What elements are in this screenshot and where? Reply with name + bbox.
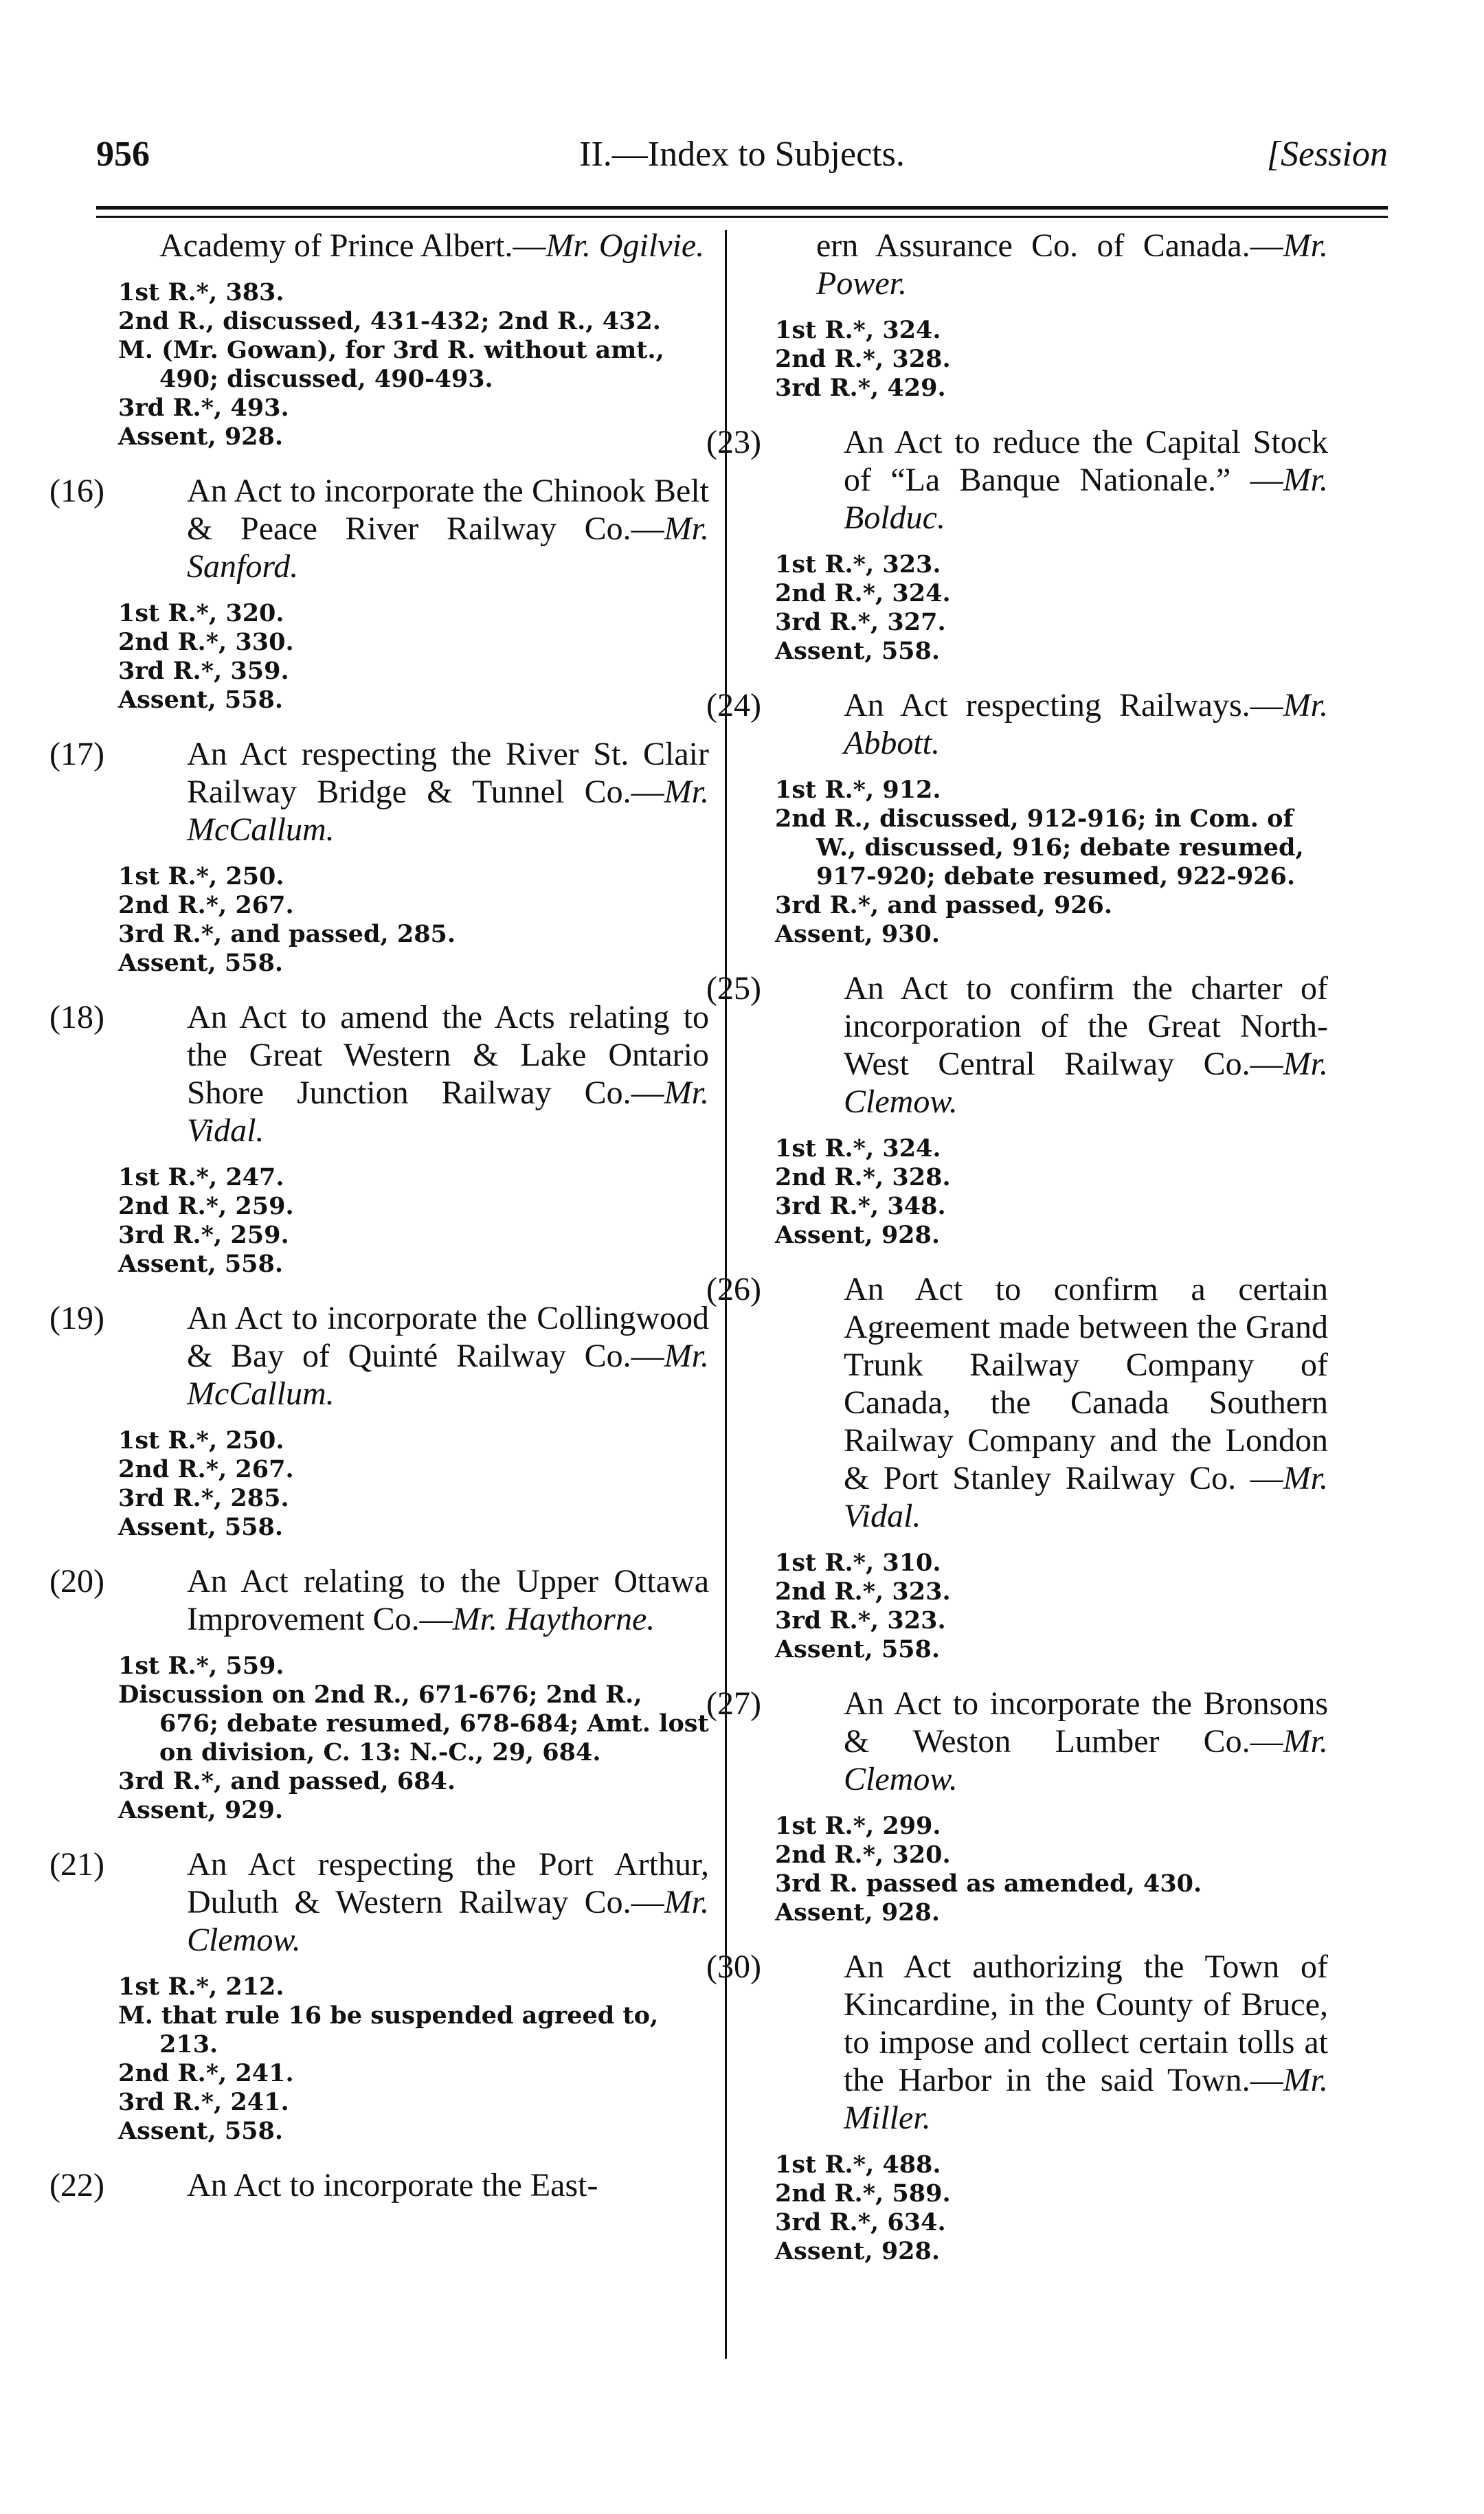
reading-entry: 2nd R., discussed, 912-916; in Com. of W., discussed, 916; debate resumed, 917-920; debate resumed, 922-926. <box>775 805 1304 890</box>
act-title-text: An Act to incorporate the Chinook Belt & Peace River Railway Co.— <box>187 473 709 547</box>
act-title <box>49 2166 709 2204</box>
reading-entry: Assent, 558. <box>118 2117 284 2145</box>
reading-entry: 2nd R.*, 267. <box>118 1455 294 1483</box>
reading-entry: 3rd R. passed as amended, 430. <box>775 1870 1202 1898</box>
page-header <box>96 134 1388 189</box>
reading-entry: 1st R.*, 324. <box>775 316 941 344</box>
reading-entry: 2nd R.*, 267. <box>118 891 294 919</box>
reading-entry: Assent, 558. <box>118 686 284 714</box>
reading-entry: 3rd R.*, and passed, 684. <box>118 1767 456 1795</box>
act-title-text: An Act respecting the Port Arthur, Duluth & Western Railway Co.— <box>187 1846 709 1920</box>
reading-entry: 3rd R.*, 634. <box>775 2208 946 2236</box>
reading-entry: Assent, 558. <box>118 949 284 977</box>
reading-entry: 3rd R.*, 241. <box>118 2088 289 2116</box>
reading-entry: 1st R.*, 320. <box>118 599 284 627</box>
bill-number: (26) <box>706 1271 761 1307</box>
bill-number: (16) <box>49 473 104 509</box>
act-title <box>118 227 709 265</box>
left-column <box>49 227 709 2218</box>
act-title-text: An Act to amend the Acts relating to the Great Western & Lake Ontario Shore Junction Railway Co.— <box>187 999 709 1111</box>
sponsor-name: Mr. Clemow. <box>844 1723 1328 1797</box>
right-column <box>706 227 1328 2287</box>
act-title <box>706 423 1328 537</box>
sponsor-name: Mr. Haythorne. <box>452 1601 655 1637</box>
act-title <box>49 998 709 1149</box>
reading-entries <box>118 1163 709 1279</box>
reading-entries <box>775 550 1328 666</box>
bill-number: (25) <box>706 970 761 1007</box>
bill-number: (18) <box>49 999 104 1035</box>
reading-entries <box>775 2151 1328 2266</box>
reading-entry: 3rd R.*, 429. <box>775 374 946 402</box>
sponsor-name: Mr. Clemow. <box>844 1046 1328 1120</box>
reading-entry: 1st R.*, 299. <box>775 1812 941 1840</box>
act-title <box>49 1299 709 1413</box>
reading-entry: 3rd R.*, 359. <box>118 657 289 685</box>
act-title <box>49 735 709 849</box>
reading-entry: 1st R.*, 324. <box>775 1134 941 1163</box>
reading-entry: M. that rule 16 be suspended agreed to, 213. <box>118 2001 659 2058</box>
act-title-text: An Act to incorporate the Bronsons & Weston Lumber Co.— <box>844 1685 1328 1760</box>
act-title <box>706 1685 1328 1798</box>
reading-entry: 3rd R.*, 348. <box>775 1192 946 1220</box>
reading-entry: 1st R.*, 212. <box>118 1973 284 2001</box>
bill-number: (21) <box>49 1846 104 1883</box>
act-title-text: An Act to confirm the charter of incorporation of the Great North-West Central Railway Co.— <box>844 970 1328 1082</box>
reading-entry: 1st R.*, 247. <box>118 1163 284 1191</box>
act-title-text: An Act authorizing the Town of Kincardine, in the County of Bruce, to impose and collect certain tolls at the Harbor in the said Town.— <box>844 1949 1328 2098</box>
reading-entry: 2nd R.*, 320. <box>775 1841 951 1869</box>
sponsor-name: Mr. Sanford. <box>187 510 709 585</box>
reading-entry: 3rd R.*, 327. <box>775 608 946 636</box>
act-title <box>706 686 1328 762</box>
reading-entry: 2nd R.*, 328. <box>775 345 951 373</box>
reading-entry: Assent, 558. <box>118 1250 284 1278</box>
reading-entry: 2nd R.*, 259. <box>118 1192 294 1220</box>
reading-entry: 3rd R.*, 493. <box>118 394 289 422</box>
reading-entries <box>118 599 709 715</box>
reading-entry: 1st R.*, 250. <box>118 862 284 890</box>
act-title-text: Academy of Prince Albert.— <box>159 227 546 264</box>
sponsor-name: Mr. McCallum. <box>187 774 709 848</box>
reading-entry: 1st R.*, 488. <box>775 2151 941 2179</box>
reading-entries <box>775 1812 1328 1927</box>
reading-entry: Discussion on 2nd R., 671-676; 2nd R., 676; debate resumed, 678-684; Amt. lost on division, C. 13: N.-C., 29, 684. <box>118 1681 709 1766</box>
header-rule-thin <box>96 216 1388 218</box>
sponsor-name: Mr. McCallum. <box>187 1338 709 1412</box>
act-title <box>49 1845 709 1959</box>
act-title-text: An Act to reduce the Capital Stock of “La Banque Nationale.” — <box>844 424 1328 498</box>
sponsor-name: Mr. Miller. <box>844 2062 1328 2136</box>
act-title <box>706 969 1328 1121</box>
page-number: 956 <box>96 135 150 174</box>
act-title-text: An Act relating to the Upper Ottawa Improvement Co.— <box>187 1563 709 1637</box>
reading-entry: 2nd R.*, 589. <box>775 2179 951 2208</box>
bill-number: (20) <box>49 1563 104 1600</box>
reading-entries <box>118 278 709 451</box>
act-title <box>49 1562 709 1638</box>
reading-entry: 1st R.*, 250. <box>118 1426 284 1455</box>
act-title-text: ern Assurance Co. of Canada.— <box>816 227 1283 264</box>
reading-entries <box>118 1652 709 1825</box>
reading-entry: Assent, 928. <box>775 1221 941 1249</box>
bill-number: (19) <box>49 1300 104 1336</box>
bill-number: (27) <box>706 1685 761 1722</box>
act-title <box>49 472 709 585</box>
header-rule-thick <box>96 206 1388 210</box>
act-title <box>706 1270 1328 1535</box>
reading-entry: Assent, 929. <box>118 1796 284 1824</box>
reading-entry: 2nd R.*, 324. <box>775 579 951 607</box>
reading-entry: 3rd R.*, 323. <box>775 1606 946 1635</box>
sponsor-name: Mr. Bolduc. <box>844 462 1328 536</box>
reading-entry: Assent, 928. <box>775 1898 941 1927</box>
reading-entry: 3rd R.*, and passed, 926. <box>775 891 1113 919</box>
sponsor-name: Mr. Vidal. <box>844 1460 1328 1534</box>
reading-entry: 2nd R.*, 241. <box>118 2059 294 2087</box>
reading-entries <box>775 776 1328 949</box>
reading-entry: Assent, 558. <box>118 1513 284 1541</box>
reading-entry: 2nd R.*, 323. <box>775 1578 951 1606</box>
reading-entry: 2nd R.*, 328. <box>775 1163 951 1191</box>
session-label: [Session <box>1266 135 1388 174</box>
reading-entry: Assent, 558. <box>775 1635 941 1663</box>
act-title-text: An Act respecting the River St. Clair Railway Bridge & Tunnel Co.— <box>187 736 709 810</box>
reading-entry: Assent, 928. <box>775 2237 941 2265</box>
bill-number: (24) <box>706 687 761 723</box>
sponsor-name: Mr. Vidal. <box>187 1075 709 1149</box>
reading-entries <box>775 1134 1328 1250</box>
reading-entry: 1st R.*, 912. <box>775 776 941 804</box>
reading-entry: 1st R.*, 323. <box>775 550 941 579</box>
bill-number: (23) <box>706 424 761 460</box>
bill-number: (22) <box>49 2167 104 2203</box>
act-title-text: An Act to incorporate the Collingwood & Bay of Quinté Railway Co.— <box>187 1300 709 1374</box>
act-title <box>775 227 1328 302</box>
reading-entry: Assent, 558. <box>775 637 941 665</box>
bill-number: (17) <box>49 736 104 772</box>
reading-entry: 1st R.*, 310. <box>775 1549 941 1577</box>
reading-entry: 3rd R.*, and passed, 285. <box>118 920 456 948</box>
reading-entries <box>775 1549 1328 1664</box>
reading-entry: 2nd R., discussed, 431-432; 2nd R., 432. <box>118 307 661 335</box>
reading-entry: 2nd R.*, 330. <box>118 628 294 656</box>
reading-entry: 3rd R.*, 259. <box>118 1221 289 1249</box>
reading-entry: M. (Mr. Gowan), for 3rd R. without amt., 490; discussed, 490-493. <box>118 336 664 393</box>
act-title-text: An Act respecting Railways.— <box>844 687 1283 723</box>
sponsor-name: Mr. Abbott. <box>844 687 1328 761</box>
reading-entry: 1st R.*, 559. <box>118 1652 284 1680</box>
reading-entry: 1st R.*, 383. <box>118 278 284 306</box>
bill-number: (30) <box>706 1949 761 1985</box>
running-title: II.—Index to Subjects. <box>579 135 905 174</box>
reading-entries <box>118 1426 709 1542</box>
reading-entry: Assent, 928. <box>118 423 284 451</box>
act-title <box>706 1948 1328 2137</box>
sponsor-name: Mr. Clemow. <box>187 1884 709 1958</box>
reading-entries <box>775 316 1328 403</box>
reading-entry: 3rd R.*, 285. <box>118 1484 289 1512</box>
act-title-text: An Act to confirm a certain Agreement made between the Grand Trunk Railway Company of Canada, the Canada Southern Railway Company and the London & Port Stanley Railway Co. — <box>844 1271 1328 1496</box>
act-title-text: An Act to incorporate the East- <box>187 2167 598 2203</box>
reading-entries <box>118 862 709 978</box>
reading-entry: Assent, 930. <box>775 920 941 948</box>
sponsor-name: Mr. Ogilvie. <box>546 227 705 264</box>
sponsor-name: Mr. Power. <box>816 227 1328 302</box>
reading-entries <box>118 1973 709 2146</box>
